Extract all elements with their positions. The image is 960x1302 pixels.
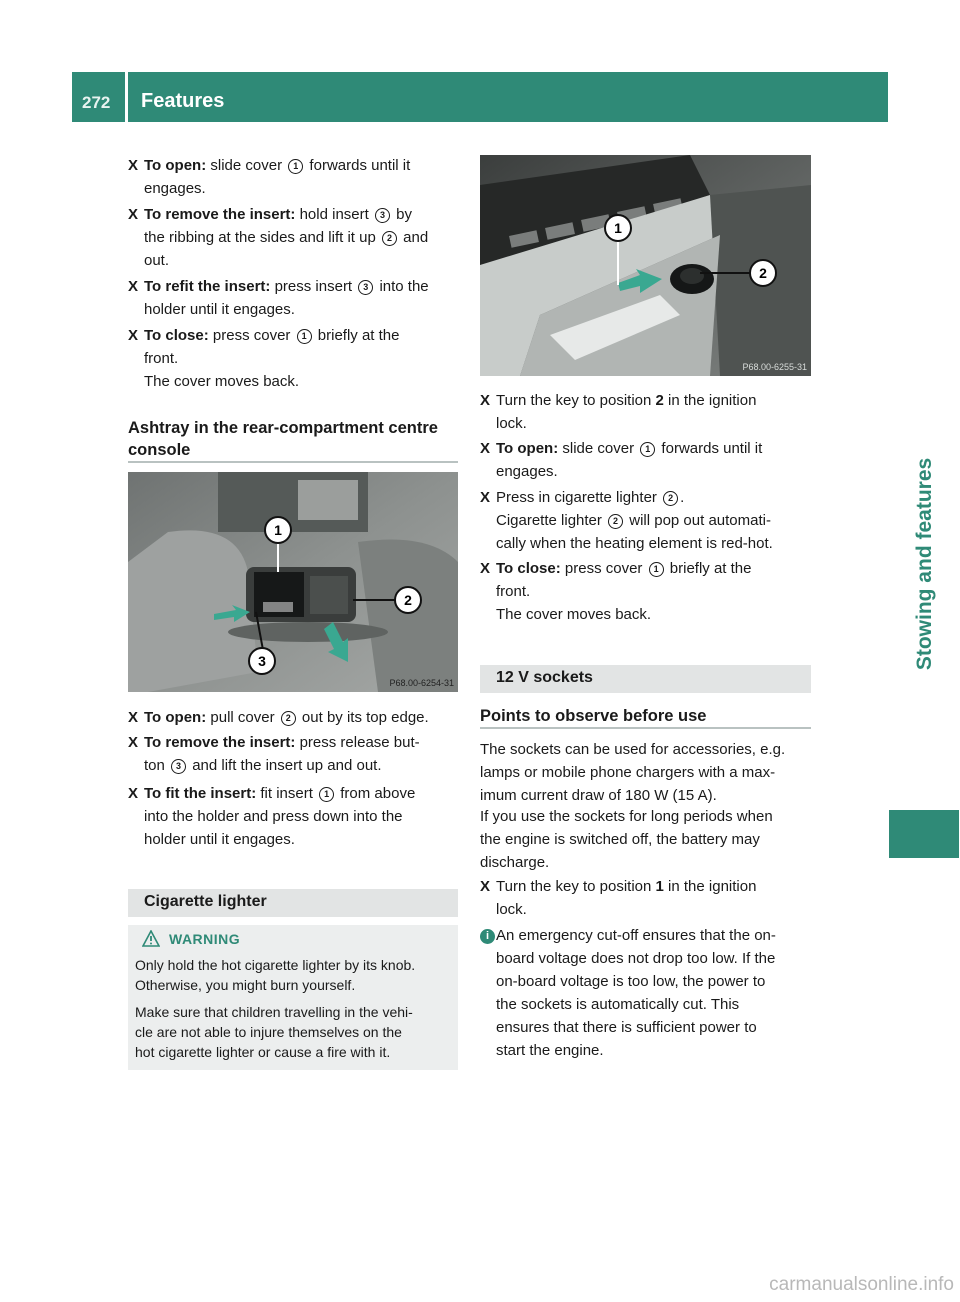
callout-1: 1 xyxy=(640,442,655,457)
lighter-illustration xyxy=(480,155,811,376)
step-open-cover: X To open: slide cover 1 forwards until it engages. xyxy=(128,157,411,197)
heading-rule xyxy=(128,461,458,463)
footer-watermark: carmanualsonline.info xyxy=(769,1274,954,1295)
callout-3: 3 xyxy=(171,759,186,774)
step-turn-key-2: X Turn the key to position 2 in the ignition lock. xyxy=(480,392,757,432)
lighter-photo xyxy=(480,155,811,376)
svg-text:1: 1 xyxy=(274,522,282,538)
page-title: Features xyxy=(141,90,225,112)
photo-code: P68.00-6254-31 xyxy=(389,678,454,688)
callout-2: 2 xyxy=(382,231,397,246)
step-remove-insert: X To remove the insert: hold insert 3 by the ribbing at the sides and lift it up 2 and out. xyxy=(128,206,429,269)
sockets-paragraph-2: If you use the sockets for long periods when the engine is switched off, the battery may discharge. xyxy=(480,808,773,871)
callout-1: 1 xyxy=(319,787,334,802)
callout-1: 1 xyxy=(649,562,664,577)
svg-text:2: 2 xyxy=(759,265,767,281)
step-close-lighter-cover: X To close: press cover 1 briefly at the front. The cover moves back. xyxy=(480,560,752,623)
ashtray-illustration xyxy=(128,472,458,692)
chapter-label: Stowing and features xyxy=(913,457,936,671)
step-fit-ashtray-insert: X To fit the insert: fit insert 1 from above into the holder and press down into the holder until it engages. xyxy=(128,785,416,848)
chapter-tab xyxy=(889,810,959,858)
photo-code: P68.00-6255-31 xyxy=(742,362,807,372)
callout-3: 3 xyxy=(375,208,390,223)
info-icon: i xyxy=(480,929,495,944)
step-open-ashtray: X To open: pull cover 2 out by its top edge. xyxy=(128,709,429,726)
step-refit-insert: X To refit the insert: press insert 3 into the holder until it engages. xyxy=(128,278,429,318)
callout-3: 3 xyxy=(358,280,373,295)
heading-points-to-observe: Points to observe before use xyxy=(480,707,707,725)
step-turn-key-1: X Turn the key to position 1 in the ignition lock. xyxy=(480,878,757,918)
header-divider xyxy=(125,72,128,122)
callout-2: 2 xyxy=(608,514,623,529)
info-note: An emergency cut-off ensures that the on- board voltage does not drop too low. If the on-board voltage is too low, the power to the sockets is automatically cut. This ensures that there is sufficient power to start the engine. xyxy=(496,927,776,1059)
section-cigarette-lighter xyxy=(128,889,458,917)
ashtray-photo xyxy=(128,472,458,692)
heading-rule xyxy=(480,727,811,729)
svg-text:1: 1 xyxy=(614,220,622,236)
callout-2: 2 xyxy=(281,711,296,726)
section-12v-sockets xyxy=(480,665,811,693)
warning-text-1: Only hold the hot cigarette lighter by its knob. Otherwise, you might burn yourself. xyxy=(135,957,416,993)
callout-2: 2 xyxy=(663,491,678,506)
section-title: 12 V sockets xyxy=(496,669,593,686)
step-open-lighter-cover: X To open: slide cover 1 forwards until it engages. xyxy=(480,440,763,480)
step-remove-ashtray-insert: X To remove the insert: press release but- ton 3 and lift the insert up and out. xyxy=(128,734,420,774)
warning-box xyxy=(128,925,458,1070)
page-header xyxy=(72,72,888,122)
callout-1: 1 xyxy=(288,159,303,174)
section-title: Cigarette lighter xyxy=(144,893,267,910)
svg-text:2: 2 xyxy=(404,592,412,608)
chapter-sidebar xyxy=(889,122,960,1022)
warning-title: WARNING xyxy=(169,931,241,947)
step-press-lighter: X Press in cigarette lighter 2 . Cigarette lighter 2 will pop out automati- cally when the heating element is red-hot. xyxy=(480,489,773,552)
step-close-cover: X To close: press cover 1 briefly at the front. The cover moves back. xyxy=(128,327,400,390)
warning-icon xyxy=(142,930,160,948)
warning-text-2: Make sure that children travelling in the vehi- cle are not able to injure themselves on the hot cigarette lighter or cause a fire with it. xyxy=(135,1004,413,1060)
callout-1: 1 xyxy=(297,329,312,344)
chapter-label-wrap xyxy=(889,394,960,734)
heading-ashtray: Ashtray in the rear-compartment centre console xyxy=(128,419,438,459)
page-number: 272 xyxy=(82,93,111,112)
svg-text:3: 3 xyxy=(258,653,266,669)
sockets-paragraph-1: The sockets can be used for accessories, e.g. lamps or mobile phone chargers with a max- imum current draw of 180 W (15 A). xyxy=(480,741,786,804)
